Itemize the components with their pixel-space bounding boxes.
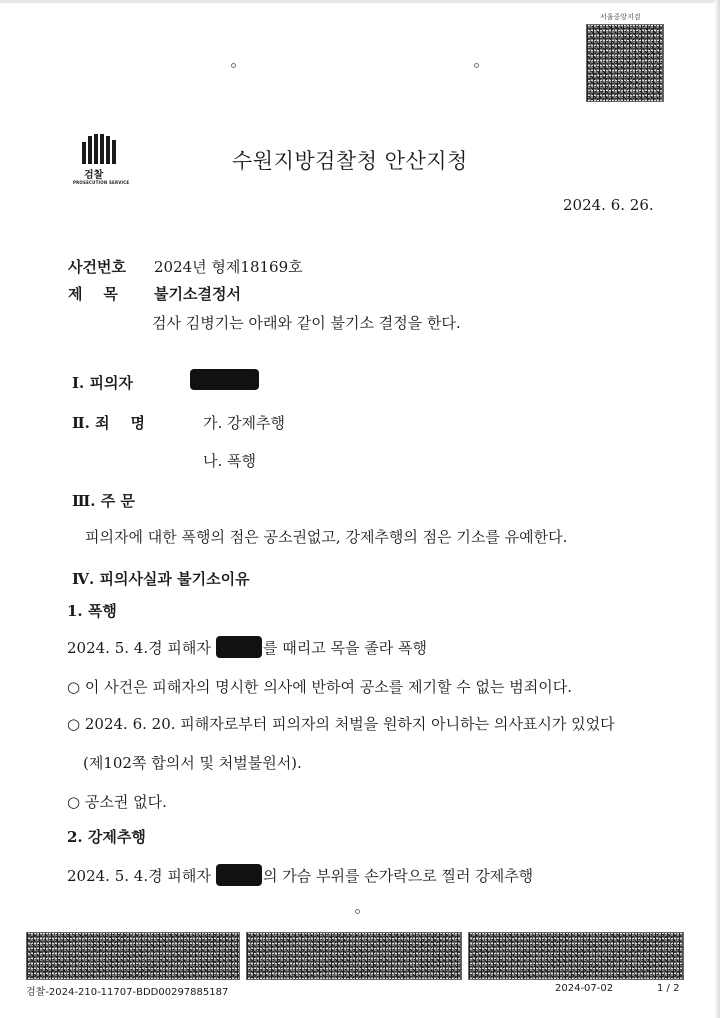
decision-statement: 검사 김병기는 아래와 같이 불기소 결정을 한다. [152, 314, 461, 332]
redacted-suspect-name [190, 369, 259, 390]
charge-b: 나. 폭행 [203, 452, 257, 470]
reason-bullet-2-cont: (제102쪽 합의서 및 처벌불원서). [83, 754, 302, 772]
office-title: 수원지방검찰청 안산지청 [232, 149, 468, 173]
punch-mark [474, 63, 479, 68]
charge-label: Ⅱ. 죄 명 [72, 414, 145, 432]
document-barcode [26, 932, 240, 980]
print-date: 2024-07-02 [555, 983, 614, 994]
title-label: 제 목 [68, 285, 118, 303]
charge-a: 가. 강제추행 [203, 414, 285, 432]
punch-mark [231, 63, 236, 68]
page-number: 1 / 2 [657, 983, 680, 994]
assault-heading: 1. 폭행 [67, 602, 117, 620]
scan-edge [714, 0, 720, 1018]
reason-bullet-1: ○ 이 사건은 피해자의 명시한 의사에 반하여 공소를 제기할 수 없는 범죄이다. [67, 678, 573, 696]
reason-bullet-2: ○ 2024. 6. 20. 피해자로부터 피의자의 처벌을 원하지 아니하는 의사표시가 있었다 [67, 715, 615, 733]
indecent-fact-suffix: 의 가슴 부위를 손가락으로 찔러 강제추행 [263, 867, 534, 885]
disposition-label: Ⅲ. 주 문 [72, 492, 135, 510]
logo-subtext: PROSECUTION SERVICE [73, 180, 130, 185]
top-edge [0, 0, 720, 3]
prosecution-logo-icon [82, 134, 116, 164]
assault-fact-prefix: 2024. 5. 4.경 피해자 [67, 639, 211, 657]
disposition-text: 피의자에 대한 폭행의 점은 공소권없고, 강제추행의 점은 기소를 유예한다. [85, 528, 568, 546]
title-value: 불기소결정서 [154, 285, 241, 303]
case-number-label: 사건번호 [68, 258, 126, 276]
document-date: 2024. 6. 26. [563, 196, 654, 214]
assault-fact-suffix: 를 때리고 목을 졸라 폭행 [263, 639, 427, 657]
stamp-label: 서울중앙지검 [600, 13, 641, 21]
redacted-victim-name [216, 636, 262, 658]
document-id: 검찰-2024-210-11707-BDD00297885187 [26, 987, 229, 998]
suspect-label: Ⅰ. 피의자 [72, 374, 133, 392]
verification-code [586, 24, 664, 102]
document-barcode [246, 932, 462, 980]
indecent-fact-prefix: 2024. 5. 4.경 피해자 [67, 867, 211, 885]
facts-label: Ⅳ. 피의사실과 불기소이유 [72, 570, 250, 588]
case-number-value: 2024년 형제18169호 [154, 258, 303, 276]
logo-text: 검찰 [84, 170, 104, 181]
redacted-victim-name [216, 864, 262, 886]
document-barcode [468, 932, 684, 980]
reason-bullet-3: ○ 공소권 없다. [67, 793, 167, 811]
indecent-heading: 2. 강제추행 [67, 828, 146, 846]
punch-mark [355, 909, 360, 914]
